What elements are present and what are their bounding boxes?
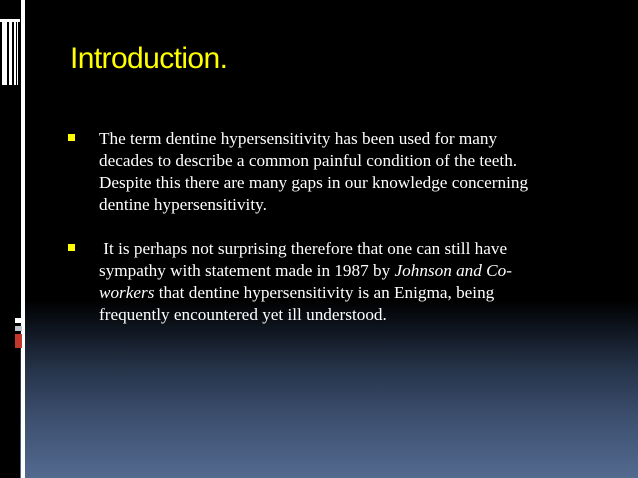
italic-citation: Johnson and Co- xyxy=(394,261,512,280)
square-bullet-icon xyxy=(68,244,75,251)
decorative-stripe xyxy=(14,19,16,85)
bullet-paragraph-1 xyxy=(68,128,588,216)
decorative-marker xyxy=(15,326,22,331)
italic-citation: workers xyxy=(99,283,155,302)
paragraph-line: Despite this there are many gaps in our knowledge concerning xyxy=(99,173,529,192)
paragraph-line: frequently encountered yet ill understood. xyxy=(99,305,387,324)
text-run: that dentine hypersensitivity is an Enigma, being xyxy=(154,283,495,302)
decorative-stripe xyxy=(9,19,12,85)
paragraph-line xyxy=(99,260,588,282)
bullet-paragraph-2 xyxy=(68,238,588,326)
text-run: sympathy with statement made in 1987 by xyxy=(99,261,395,280)
vertical-divider xyxy=(21,0,25,478)
decorative-marker xyxy=(15,318,22,323)
paragraph-line: dentine hypersensitivity. xyxy=(99,195,267,214)
paragraph-line xyxy=(99,282,588,304)
slide-title: Introduction. xyxy=(70,42,228,75)
decorative-marker-red xyxy=(15,334,22,348)
paragraph-line: It is perhaps not surprising therefore that one can still have xyxy=(99,239,508,258)
paragraph-line: decades to describe a common painful condition of the teeth. xyxy=(99,151,518,170)
paragraph-line: The term dentine hypersensitivity has been used for many xyxy=(99,129,498,148)
square-bullet-icon xyxy=(68,134,75,141)
slide-body xyxy=(68,128,588,326)
decorative-stripe xyxy=(17,19,18,85)
decorative-stripe xyxy=(2,19,7,85)
